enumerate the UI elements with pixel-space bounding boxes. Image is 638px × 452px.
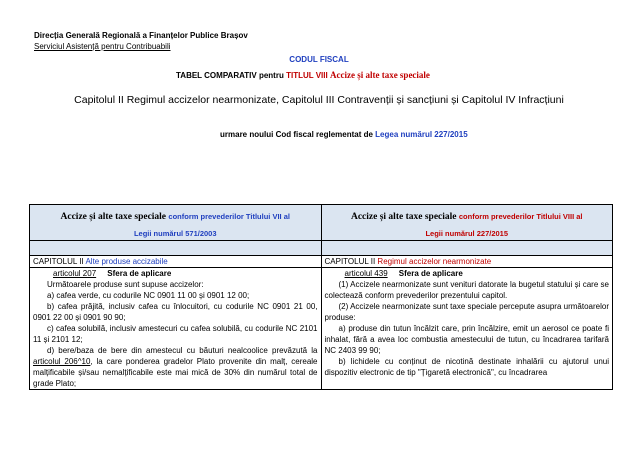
- service-name: Serviciul Asistență pentru Contribuabili: [34, 42, 171, 51]
- chapters-line: Capitolul II Regimul accizelor nearmonizate, Capitolul III Contravenții și sancțiuni și Capitolul IV Infracțiuni: [74, 94, 564, 106]
- title-code: TITLUL VIII: [286, 71, 328, 80]
- title-name: Accize și alte taxe speciale: [329, 70, 430, 80]
- right-law: Legii numărul 227/2015: [425, 229, 509, 238]
- left-article-body: articolul 207 Sfera de aplicare Următoarele produse sunt supuse accizelor: a) cafea verde, cu codurile NC 0901 11 00 și 0901 12 00; b) cafea prăjită, inclusiv cafea cu înlocuitori, cu codurile NC 0901 21 00, 0901 22 00 și 0901 90 90; c) cafea solubilă, inclusiv amestecuri cu cafea solubilă, cu codurile NC 2101 11 și 2101 12; d) bere/baza de bere din amestecul cu băuturi nealcoolice prevăzută la articolul 206^10, la care ponderea gradelor Plato provenite din malț, cereale malțificabile și/sau nemalțificabile este mai mică de 30% din numărul total de grade Plato;: [30, 268, 322, 390]
- org-name: Direcția Generală Regională a Finanțelor Publice Brașov: [34, 31, 248, 40]
- left-chapter: CAPITOLUL II Alte produse accizabile: [30, 256, 322, 268]
- code-title: CODUL FISCAL: [289, 55, 349, 64]
- left-law: Legii numărul 571/2003: [133, 229, 217, 238]
- article-206-link[interactable]: articolul 206^10: [33, 357, 91, 366]
- right-column-header: Accize și alte taxe speciale conform prevederilor Titlului VIII al Legii numărul 227/2015: [321, 205, 613, 241]
- left-article-link[interactable]: articolul 207: [53, 269, 97, 278]
- following-line: urmare noului Cod fiscal reglementat de Legea numărul 227/2015: [220, 130, 468, 139]
- right-article-link[interactable]: articolul 439: [344, 269, 388, 278]
- comparison-table: [29, 204, 613, 390]
- left-column-header: Accize și alte taxe speciale conform prevederilor Titlului VII al Legii numărul 571/2003: [30, 205, 322, 241]
- table-title: TABEL COMPARATIV pentru TITLUL VIII Accize și alte taxe speciale: [176, 70, 430, 80]
- right-chapter: CAPITOLUL II Regimul accizelor nearmonizate: [321, 256, 613, 268]
- right-article-body: articolul 439 Sfera de aplicare (1) Accizele nearmonizate sunt venituri datorate la bugetul statului și care se colectează conform prevederilor prezentului capitol. (2) Accizele nearmonizate sunt taxe speciale percepute asupra următoarelor produse: a) produse din tutun încălzit care, prin încălzire, emit un aerosol ce poate fi inhalat, fără a avea loc combustia amestecului de tutun, cu încadrarea tarifară NC 2403 99 90; b) lichidele cu conținut de nicotină destinate inhalării cu ajutorul unui dispozitiv electronic de tip "Țigaretă electronică", cu încadrarea: [321, 268, 613, 390]
- law-link[interactable]: Legea numărul 227/2015: [375, 130, 468, 139]
